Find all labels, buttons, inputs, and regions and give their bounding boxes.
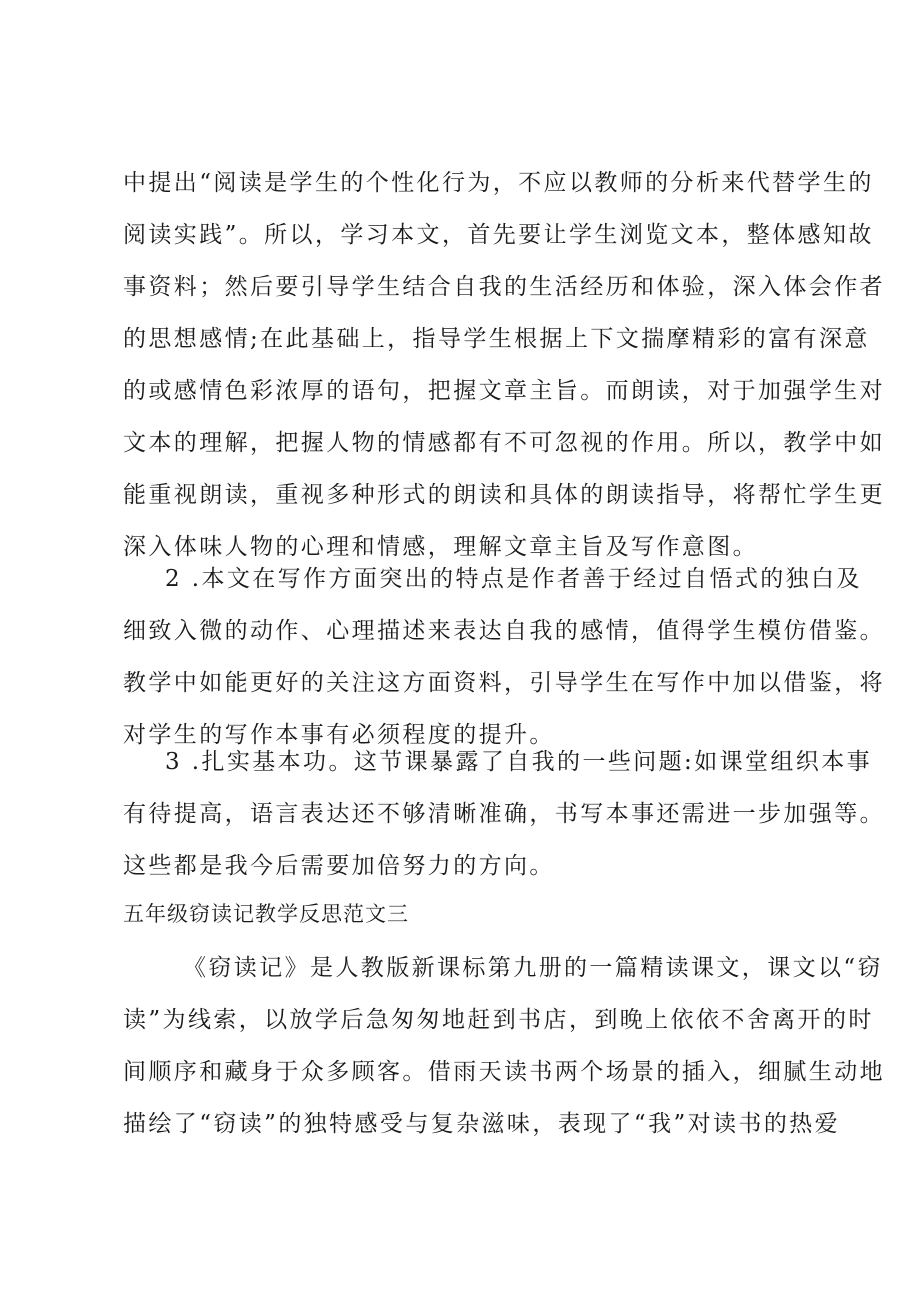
text-line: 间顺序和藏身于众多顾客。借雨天读书两个场景的插入，细腻生动地 xyxy=(123,1059,885,1085)
text-line: 能重视朗读，重视多种形式的朗读和具体的朗读指导，将帮忙学生更 xyxy=(123,482,885,508)
text-line: 深入体味人物的心理和情感，理解文章主旨及写作意图。 xyxy=(123,534,758,560)
text-line: 有待提高，语言表达还不够清晰准确，书写本事还需进一步加强等。 xyxy=(123,801,885,827)
text-line: 的或感情色彩浓厚的语句，把握文章主旨。而朗读，对于加强学生对 xyxy=(123,378,885,404)
text-line: 3 .扎实基本功。这节课暴露了自我的一些问题:如课堂组织本事 xyxy=(165,749,873,775)
text-line: 的思想感情;在此基础上，指导学生根据上下文揣摩精彩的富有深意 xyxy=(123,326,870,352)
section-heading: 五年级窃读记教学反思范文三 xyxy=(123,902,409,926)
paragraph-writing-features xyxy=(123,553,885,761)
text-line: 事资料；然后要引导学生结合自我的生活经历和体验，深入体会作者 xyxy=(123,274,885,300)
text-line: 中提出“阅读是学生的个性化行为，不应以教师的分析来代替学生的 xyxy=(123,170,874,196)
paragraph-basic-skills xyxy=(123,736,885,892)
text-line: 细致入微的动作、心理描述来表达自我的感情，值得学生模仿借鉴。 xyxy=(123,618,885,644)
text-line: 教学中如能更好的关注这方面资料，引导学生在写作中加以借鉴，将 xyxy=(123,670,885,696)
text-line: 这些都是我今后需要加倍努力的方向。 xyxy=(123,853,555,879)
text-line: 2 .本文在写作方面突出的特点是作者善于经过自悟式的独白及 xyxy=(165,566,862,592)
text-line: 文本的理解，把握人物的情感都有不可忽视的作用。所以，教学中如 xyxy=(123,430,885,456)
text-line: 读”为线索，以放学后急匆匆地赶到书店，到晚上依依不舍离开的时 xyxy=(123,1007,874,1033)
paragraph-reading-practice xyxy=(123,157,885,573)
text-line: 阅读实践”。所以，学习本文，首先要让学生浏览文本，整体感知故 xyxy=(123,222,874,248)
paragraph-intro-qiedu xyxy=(123,942,885,1150)
text-line: 对学生的写作本事有必须程度的提升。 xyxy=(123,722,555,748)
text-line: 《窃读记》是人教版新课标第九册的一篇精读课文，课文以“窃 xyxy=(183,955,883,981)
text-line: 描绘了“窃读”的独特感受与复杂滋味，表现了“我”对读书的热爱 xyxy=(123,1111,841,1137)
